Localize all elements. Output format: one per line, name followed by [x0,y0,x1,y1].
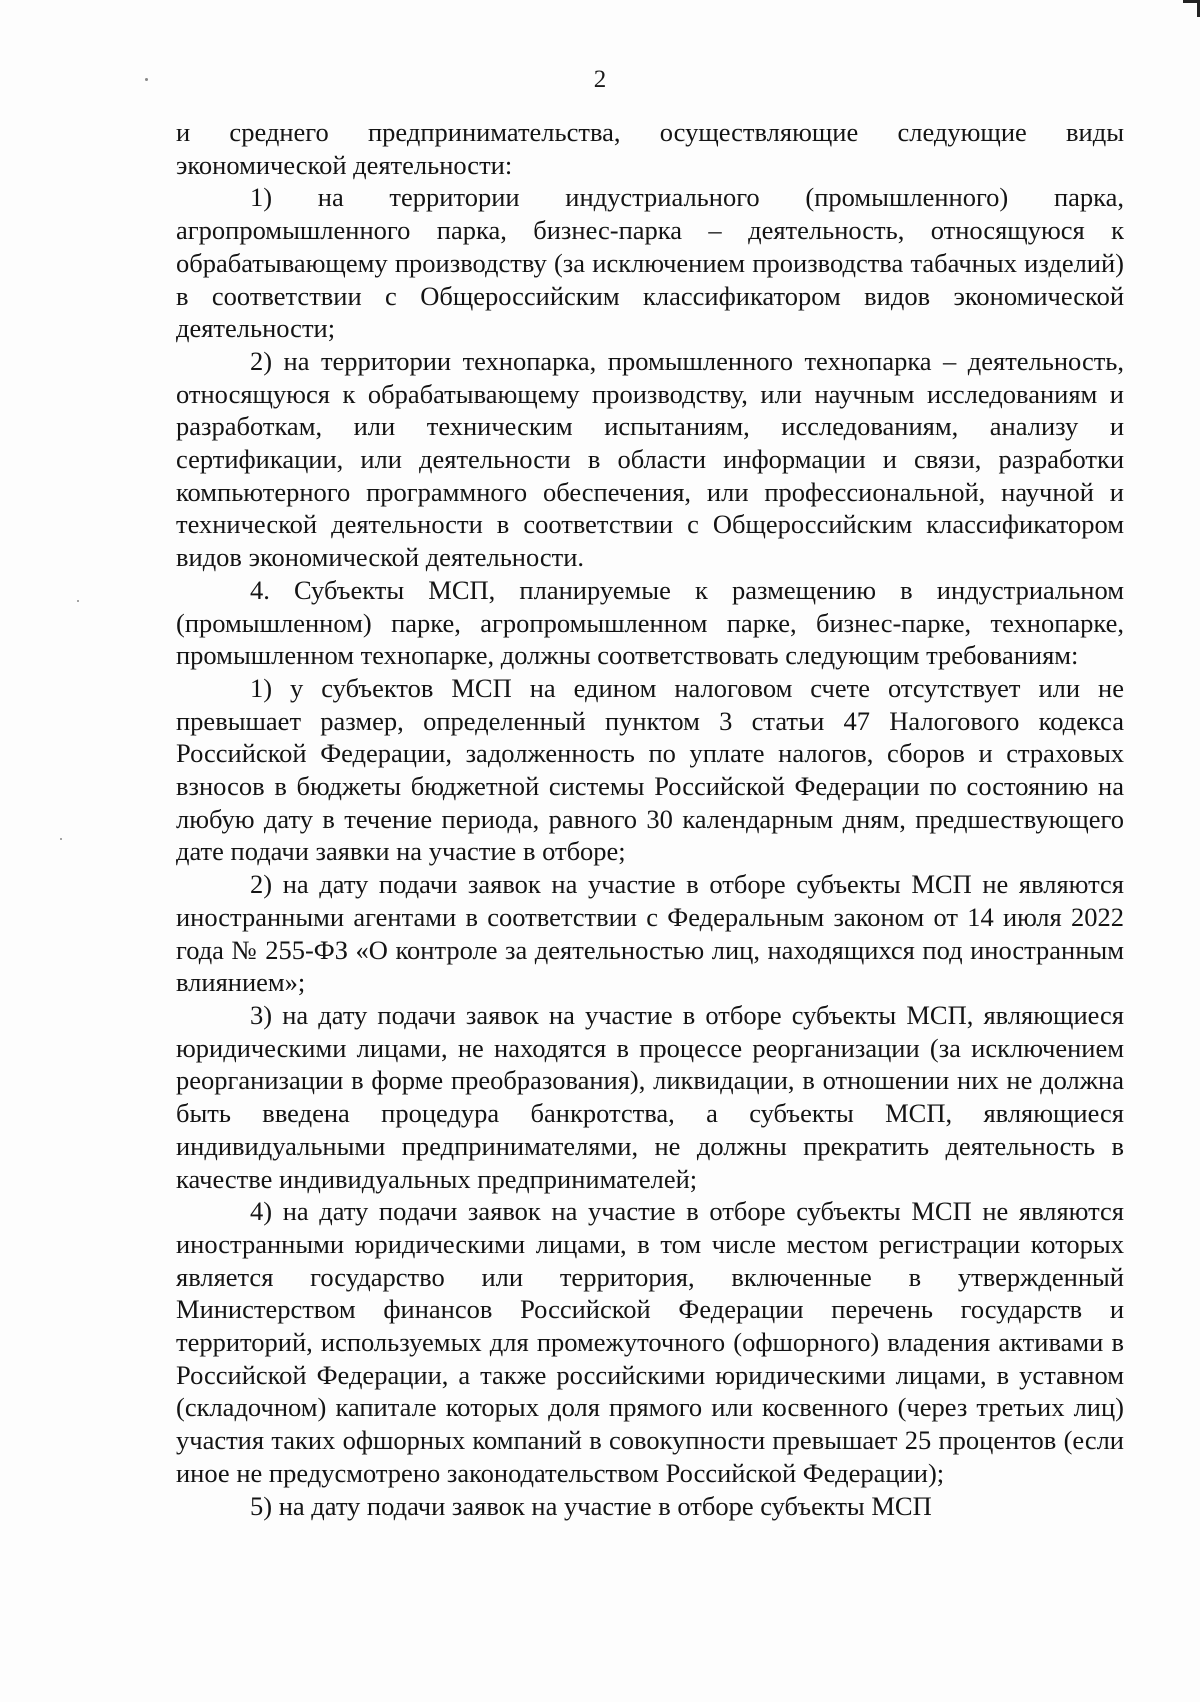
document-body [176,116,1124,1522]
scan-speck [77,600,79,602]
paragraph-requirement-5: 5) на дату подачи заявок на участие в отборе субъекты МСП [250,1490,932,1521]
scan-speck [60,838,62,840]
paragraph-requirement-1: 1) у субъектов МСП на едином налоговом счете отсутствует или не превышает размер, определенный пунктом 3 статьи 47 Налогового кодекса Российской Федерации, задолженность по уплате налогов, сборов и страховых взносов в бюджеты бюджетной системы Российской Федерации по состоянию на любую дату в течение периода, равного 30 календарным дням, предшествующего дате подачи заявки на участие в отборе; [176,672,1124,867]
paragraph-requirement-3: 3) на дату подачи заявок на участие в отборе субъекты МСП, являющиеся юридическими лицами, не находятся в процессе реорганизации (за исключением реорганизации в форме преобразования), ликвидации, в отношении них не должна быть введена процедура банкротства, а субъекты МСП, являющиеся индивидуальными предпринимателями, не должны прекратить деятельность в качестве индивидуальных предпринимателей; [176,999,1124,1194]
paragraph-requirement-4: 4) на дату подачи заявок на участие в отборе субъекты МСП не являются иностранными юридическими лицами, в том числе местом регистрации которых является государство или территория, включенные в утвержденный Министерством финансов Российской Федерации перечень государств и территорий, используемых для промежуточного (офшорного) владения активами в Российской Федерации, а также российскими юридическими лицами, в уставном (складочном) капитале которых доля прямого или косвенного (через третьих лиц) участия таких офшорных компаний в совокупности превышает 25 процентов (если иное не предусмотрено законодательством Российской Федерации); [176,1196,1124,1488]
page-number: 2 [593,66,607,93]
paragraph-continuation: и среднего предпринимательства, осуществляющие следующие виды экономической деятельности: [176,117,1124,180]
paragraph-item-2: 2) на территории технопарка, промышленного технопарка – деятельность, относящуюся к обрабатывающему производству, или научным исследованиям и разработкам, или техническим испытаниям, исследованиям, анализу и сертификации, или деятельности в области информации и связи, разработки компьютерного программного обеспечения, или профессиональной, научной и технической деятельности в соответствии с Общероссийским классификатором видов экономической деятельности. [176,345,1124,573]
paragraph-section-4: 4. Субъекты МСП, планируемые к размещению в индустриальном (промышленном) парке, агропромышленном парке, бизнес-парке, технопарке, промышленном технопарке, должны соответствовать следующим требованиям: [176,574,1124,671]
paragraph-requirement-2: 2) на дату подачи заявок на участие в отборе субъекты МСП не являются иностранными агентами в соответствии с Федеральным законом от 14 июля 2022 года № 255-ФЗ «О контроле за деятельностью лиц, находящихся под иностранным влиянием»; [176,869,1124,998]
paragraph-item-1: 1) на территории индустриального (промышленного) парка, агропромышленного парка, бизнес-парка – деятельность, относящуюся к обрабатывающему производству (за исключением производства табачных изделий) в соответствии с Общероссийским классификатором видов экономической деятельности; [176,182,1124,344]
scan-corner-mark [1183,0,1200,17]
